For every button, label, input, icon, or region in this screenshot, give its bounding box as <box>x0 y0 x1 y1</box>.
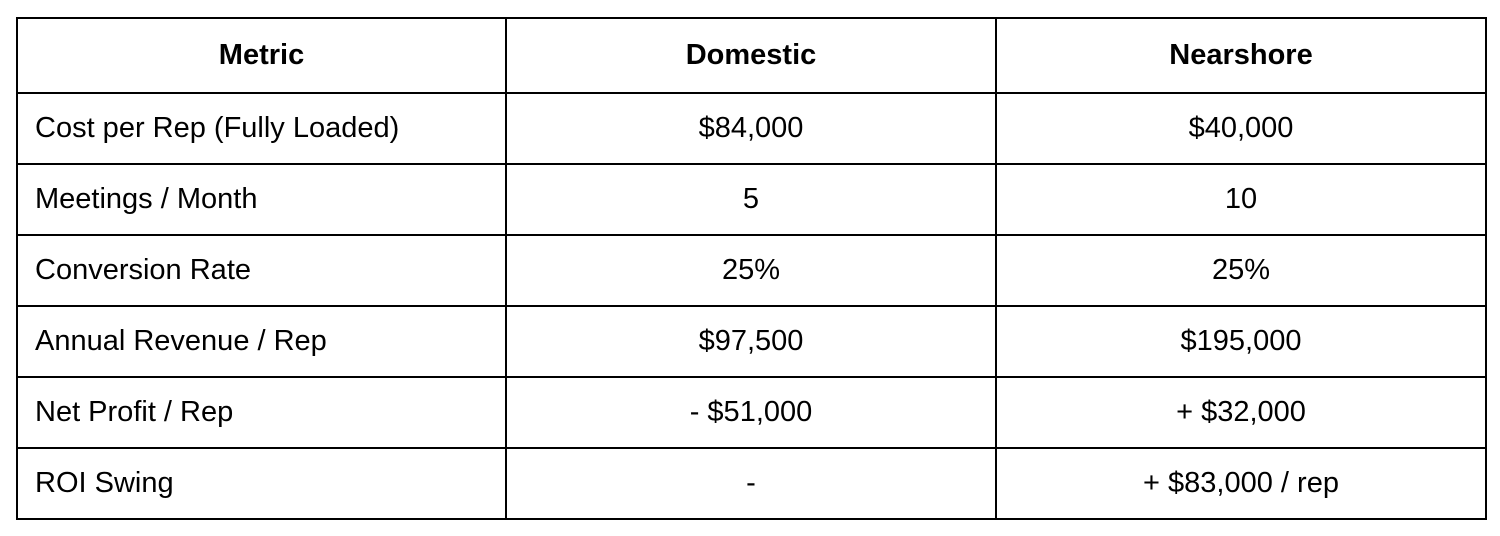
nearshore-cell: $195,000 <box>996 306 1486 377</box>
metric-cell: Net Profit / Rep <box>17 377 506 448</box>
table-row <box>17 306 1486 377</box>
domestic-cell: 5 <box>506 164 996 235</box>
metric-cell: Meetings / Month <box>17 164 506 235</box>
nearshore-cell: + $32,000 <box>996 377 1486 448</box>
nearshore-cell: + $83,000 / rep <box>996 448 1486 519</box>
header-nearshore: Nearshore <box>996 18 1486 93</box>
table-row <box>17 377 1486 448</box>
domestic-cell: - <box>506 448 996 519</box>
domestic-cell: 25% <box>506 235 996 306</box>
metric-cell: Annual Revenue / Rep <box>17 306 506 377</box>
header-metric: Metric <box>17 18 506 93</box>
metric-cell: Conversion Rate <box>17 235 506 306</box>
metric-cell: Cost per Rep (Fully Loaded) <box>17 93 506 164</box>
domestic-cell: $84,000 <box>506 93 996 164</box>
table-row <box>17 235 1486 306</box>
metric-cell: ROI Swing <box>17 448 506 519</box>
domestic-cell: - $51,000 <box>506 377 996 448</box>
comparison-table <box>16 17 1487 520</box>
nearshore-cell: 25% <box>996 235 1486 306</box>
domestic-cell: $97,500 <box>506 306 996 377</box>
nearshore-cell: 10 <box>996 164 1486 235</box>
header-domestic: Domestic <box>506 18 996 93</box>
header-row <box>17 18 1486 93</box>
nearshore-cell: $40,000 <box>996 93 1486 164</box>
table-row <box>17 164 1486 235</box>
table-row <box>17 93 1486 164</box>
table-body <box>17 93 1486 519</box>
table-row <box>17 448 1486 519</box>
table-header <box>17 18 1486 93</box>
